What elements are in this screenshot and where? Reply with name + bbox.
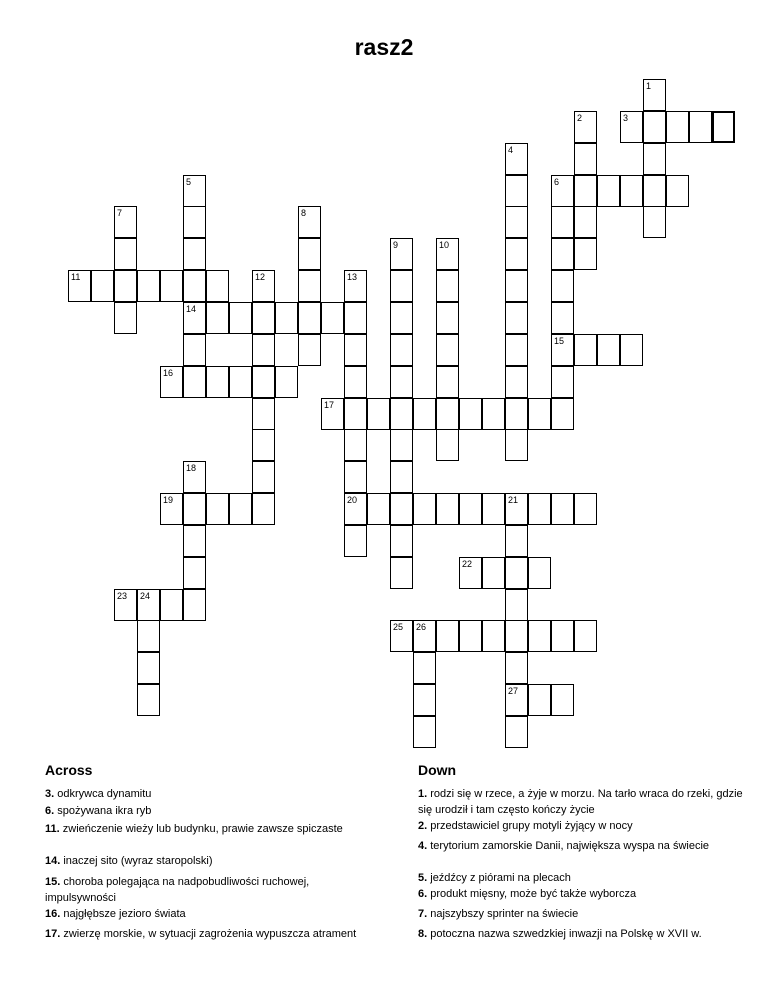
grid-cell[interactable] — [482, 493, 505, 525]
grid-cell[interactable] — [482, 557, 505, 589]
grid-cell[interactable] — [505, 493, 528, 525]
grid-cell[interactable] — [390, 270, 413, 302]
grid-cell[interactable] — [390, 461, 413, 493]
grid-cell[interactable] — [275, 366, 298, 398]
grid-cell[interactable] — [505, 557, 528, 589]
clue-number: 16. — [45, 908, 61, 920]
across-clue — [45, 786, 375, 802]
grid-cell[interactable] — [183, 206, 206, 238]
grid-cell[interactable] — [597, 175, 620, 207]
grid-cell[interactable] — [367, 493, 390, 525]
clue-number: 16 — [163, 368, 174, 378]
grid-cell[interactable] — [298, 270, 321, 302]
grid-cell[interactable] — [206, 366, 229, 398]
down-clue — [418, 886, 748, 902]
clue-text: odkrywca dynamitu — [54, 788, 152, 800]
grid-cell[interactable] — [344, 493, 367, 525]
grid-cell[interactable] — [528, 493, 551, 525]
clue-number: 12 — [255, 272, 266, 282]
grid-cell[interactable] — [183, 525, 206, 557]
grid-cell[interactable] — [505, 366, 528, 398]
across-clue — [45, 926, 375, 942]
grid-cell[interactable] — [505, 302, 528, 334]
page-title: rasz2 — [354, 34, 414, 60]
grid-cell[interactable] — [344, 398, 367, 430]
grid-cell[interactable] — [528, 620, 551, 652]
grid-cell[interactable] — [229, 302, 252, 334]
grid-cell[interactable] — [643, 79, 666, 111]
grid-cell[interactable] — [666, 175, 689, 207]
grid-cell[interactable] — [551, 175, 574, 207]
clue-number: 7 — [117, 208, 123, 218]
clue-number: 6. — [45, 805, 55, 817]
clue-number: 1. — [418, 788, 428, 800]
grid-cell[interactable] — [390, 398, 413, 430]
grid-cell[interactable] — [298, 302, 321, 334]
grid-cell[interactable] — [252, 302, 275, 334]
grid-cell[interactable] — [505, 175, 528, 207]
grid-cell[interactable] — [436, 493, 459, 525]
clue-number: 18 — [186, 463, 197, 473]
grid-cell[interactable] — [505, 620, 528, 652]
across-clue — [45, 803, 375, 819]
grid-cell[interactable] — [206, 493, 229, 525]
grid-cell[interactable] — [183, 557, 206, 589]
grid-cell[interactable] — [390, 493, 413, 525]
grid-cell[interactable] — [597, 334, 620, 366]
clue-number: 27 — [508, 686, 519, 696]
grid-cell[interactable] — [528, 557, 551, 589]
grid-cell[interactable] — [137, 620, 160, 652]
clue-text: zwieńczenie wieży lub budynku, prawie zawsze spiczaste — [59, 823, 343, 835]
grid-cell[interactable] — [574, 143, 597, 175]
grid-cell[interactable] — [551, 684, 574, 716]
grid-cell[interactable] — [551, 302, 574, 334]
grid-cell[interactable] — [298, 334, 321, 366]
down-clue — [418, 926, 748, 942]
grid-cell[interactable] — [183, 366, 206, 398]
clue-number: 15 — [554, 336, 565, 346]
grid-cell[interactable] — [574, 238, 597, 270]
grid-cell[interactable] — [459, 493, 482, 525]
grid-cell[interactable] — [551, 334, 574, 366]
grid-cell[interactable] — [252, 493, 275, 525]
clue-number: 23 — [117, 591, 128, 601]
grid-cell[interactable] — [643, 175, 666, 207]
grid-cell[interactable] — [689, 111, 712, 143]
grid-cell[interactable] — [413, 716, 436, 748]
grid-cell[interactable] — [413, 493, 436, 525]
clue-number: 21 — [508, 495, 519, 505]
clue-text: potoczna nazwa szwedzkiej inwazji na Polskę w XVII w. — [427, 928, 702, 940]
grid-cell[interactable] — [551, 366, 574, 398]
grid-cell[interactable] — [390, 366, 413, 398]
grid-cell[interactable] — [459, 557, 482, 589]
grid-cell[interactable] — [344, 366, 367, 398]
grid-cell[interactable] — [183, 270, 206, 302]
grid-cell[interactable] — [344, 270, 367, 302]
clue-number: 2 — [577, 113, 583, 123]
grid-cell[interactable] — [505, 589, 528, 621]
grid-cell[interactable] — [436, 366, 459, 398]
grid-cell[interactable] — [574, 620, 597, 652]
down-clue — [418, 870, 748, 886]
grid-cell[interactable] — [160, 589, 183, 621]
clue-number: 1 — [646, 81, 652, 91]
grid-cell[interactable] — [436, 238, 459, 270]
down-clue — [418, 786, 748, 818]
grid-cell[interactable] — [390, 620, 413, 652]
grid-cell[interactable] — [505, 652, 528, 684]
clue-number: 19 — [163, 495, 174, 505]
clue-number: 15. — [45, 876, 61, 888]
grid-cell[interactable] — [390, 334, 413, 366]
grid-cell[interactable] — [413, 398, 436, 430]
clue-number: 13 — [347, 272, 358, 282]
grid-cell[interactable] — [505, 429, 528, 461]
grid-cell[interactable] — [183, 461, 206, 493]
clue-number: 3. — [45, 788, 55, 800]
grid-cell[interactable] — [551, 398, 574, 430]
grid-cell[interactable] — [436, 398, 459, 430]
clue-number: 14 — [186, 304, 197, 314]
grid-cell[interactable] — [528, 684, 551, 716]
clue-number: 20 — [347, 495, 358, 505]
clue-number: 10 — [439, 240, 450, 250]
clue-number: 5. — [418, 872, 428, 884]
grid-cell[interactable] — [436, 334, 459, 366]
clue-number: 2. — [418, 820, 428, 832]
grid-cell[interactable] — [137, 684, 160, 716]
clue-text: zwierzę morskie, w sytuacji zagrożenia wypuszcza atrament — [60, 928, 357, 940]
grid-cell[interactable] — [413, 652, 436, 684]
clue-number: 11. — [45, 823, 60, 835]
clue-number: 5 — [186, 177, 192, 187]
clue-number: 4. — [418, 840, 428, 852]
grid-cell[interactable] — [620, 111, 643, 143]
grid-cell[interactable] — [298, 206, 321, 238]
grid-cell[interactable] — [505, 684, 528, 716]
grid-cell[interactable] — [574, 334, 597, 366]
grid-cell[interactable] — [551, 206, 574, 238]
across-clue — [45, 821, 375, 837]
grid-cell[interactable] — [160, 366, 183, 398]
grid-cell[interactable] — [574, 111, 597, 143]
across-clue — [45, 906, 375, 922]
clue-text: spożywana ikra ryb — [54, 805, 152, 817]
clue-number: 3 — [623, 113, 629, 123]
grid-cell[interactable] — [390, 525, 413, 557]
grid-cell[interactable] — [252, 461, 275, 493]
grid-cell[interactable] — [551, 620, 574, 652]
grid-cell[interactable] — [574, 175, 597, 207]
clue-text: rodzi się w rzece, a żyje w morzu. Na tarło wraca do rzeki, gdzie się urodził i tam często kończy życie — [418, 788, 743, 816]
grid-cell[interactable] — [620, 175, 643, 207]
grid-cell[interactable] — [183, 334, 206, 366]
clue-number: 7. — [418, 908, 428, 920]
grid-cell[interactable] — [252, 334, 275, 366]
clue-number: 6 — [554, 177, 560, 187]
grid-cell[interactable] — [505, 206, 528, 238]
clue-text: terytorium zamorskie Danii, największa wyspa na świecie — [427, 840, 710, 852]
grid-cell[interactable] — [114, 238, 137, 270]
clue-number: 22 — [462, 559, 473, 569]
grid-cell[interactable] — [551, 270, 574, 302]
grid-cell[interactable] — [114, 302, 137, 334]
grid-cell[interactable] — [183, 302, 206, 334]
grid-cell[interactable] — [620, 334, 643, 366]
clue-number: 8. — [418, 928, 428, 940]
grid-cell[interactable] — [183, 493, 206, 525]
clue-number: 24 — [140, 591, 151, 601]
grid-cell[interactable] — [505, 270, 528, 302]
grid-cell[interactable] — [436, 620, 459, 652]
grid-cell[interactable] — [505, 334, 528, 366]
clue-text: choroba polegająca na nadpobudliwości ruchowej, impulsywności — [45, 876, 310, 904]
grid-cell[interactable] — [574, 206, 597, 238]
grid-cell[interactable] — [643, 143, 666, 175]
grid-cell[interactable] — [183, 175, 206, 207]
grid-cell[interactable] — [459, 398, 482, 430]
grid-cell[interactable] — [505, 238, 528, 270]
grid-cell[interactable] — [712, 111, 735, 143]
grid-cell[interactable] — [344, 334, 367, 366]
grid-cell[interactable] — [505, 716, 528, 748]
clue-number: 25 — [393, 622, 404, 632]
grid-cell[interactable] — [505, 143, 528, 175]
down-clue — [418, 906, 748, 922]
grid-cell[interactable] — [482, 620, 505, 652]
grid-cell[interactable] — [206, 270, 229, 302]
grid-cell[interactable] — [229, 493, 252, 525]
clue-text: najszybszy sprinter na świecie — [427, 908, 579, 920]
grid-cell[interactable] — [298, 238, 321, 270]
grid-cell[interactable] — [160, 270, 183, 302]
across-heading: Across — [45, 762, 93, 778]
grid-cell[interactable] — [436, 429, 459, 461]
grid-cell[interactable] — [321, 398, 344, 430]
grid-cell[interactable] — [114, 270, 137, 302]
grid-cell[interactable] — [68, 270, 91, 302]
grid-cell[interactable] — [413, 620, 436, 652]
clue-number: 9 — [393, 240, 399, 250]
grid-cell[interactable] — [229, 366, 252, 398]
clue-number: 26 — [416, 622, 427, 632]
grid-cell[interactable] — [183, 238, 206, 270]
grid-cell[interactable] — [114, 589, 137, 621]
down-clue — [418, 818, 748, 834]
clue-text: produkt mięsny, może być także wyborcza — [427, 888, 637, 900]
grid-cell[interactable] — [413, 684, 436, 716]
grid-cell[interactable] — [390, 429, 413, 461]
grid-cell[interactable] — [252, 366, 275, 398]
clue-text: jeźdźcy z piórami na plecach — [427, 872, 571, 884]
grid-cell[interactable] — [252, 398, 275, 430]
grid-cell[interactable] — [206, 302, 229, 334]
grid-cell[interactable] — [551, 238, 574, 270]
clue-number: 14. — [45, 855, 61, 867]
grid-cell[interactable] — [114, 206, 137, 238]
grid-cell[interactable] — [505, 398, 528, 430]
grid-cell[interactable] — [643, 111, 666, 143]
grid-cell[interactable] — [321, 302, 344, 334]
clue-number: 17. — [45, 928, 61, 940]
grid-cell[interactable] — [390, 238, 413, 270]
grid-cell[interactable] — [574, 493, 597, 525]
grid-cell[interactable] — [344, 302, 367, 334]
grid-cell[interactable] — [643, 206, 666, 238]
grid-cell[interactable] — [344, 525, 367, 557]
grid-cell[interactable] — [137, 652, 160, 684]
grid-cell[interactable] — [436, 302, 459, 334]
across-clue — [45, 853, 375, 869]
grid-cell[interactable] — [137, 270, 160, 302]
clue-number: 6. — [418, 888, 428, 900]
grid-cell[interactable] — [91, 270, 114, 302]
clue-number: 17 — [324, 400, 335, 410]
grid-cell[interactable] — [390, 557, 413, 589]
grid-cell[interactable] — [252, 270, 275, 302]
down-heading: Down — [418, 762, 457, 778]
grid-cell[interactable] — [137, 589, 160, 621]
clue-text: przedstawiciel grupy motyli żyjący w nocy — [427, 820, 633, 832]
grid-cell[interactable] — [551, 493, 574, 525]
grid-cell[interactable] — [390, 302, 413, 334]
clue-text: najgłębsze jezioro świata — [60, 908, 186, 920]
grid-cell[interactable] — [436, 270, 459, 302]
down-clue — [418, 838, 748, 854]
grid-cell[interactable] — [252, 429, 275, 461]
grid-cell[interactable] — [344, 429, 367, 461]
clue-number: 4 — [508, 145, 514, 155]
clue-text: inaczej sito (wyraz staropolski) — [60, 855, 213, 867]
across-clue — [45, 874, 375, 906]
grid-cell[interactable] — [183, 589, 206, 621]
grid-cell[interactable] — [528, 398, 551, 430]
grid-cell[interactable] — [367, 398, 390, 430]
clue-number: 11 — [71, 272, 81, 282]
clue-number: 8 — [301, 208, 307, 218]
grid-cell[interactable] — [666, 111, 689, 143]
grid-cell[interactable] — [344, 461, 367, 493]
grid-cell[interactable] — [482, 398, 505, 430]
grid-cell[interactable] — [160, 493, 183, 525]
grid-cell[interactable] — [275, 302, 298, 334]
grid-cell[interactable] — [459, 620, 482, 652]
grid-cell[interactable] — [505, 525, 528, 557]
